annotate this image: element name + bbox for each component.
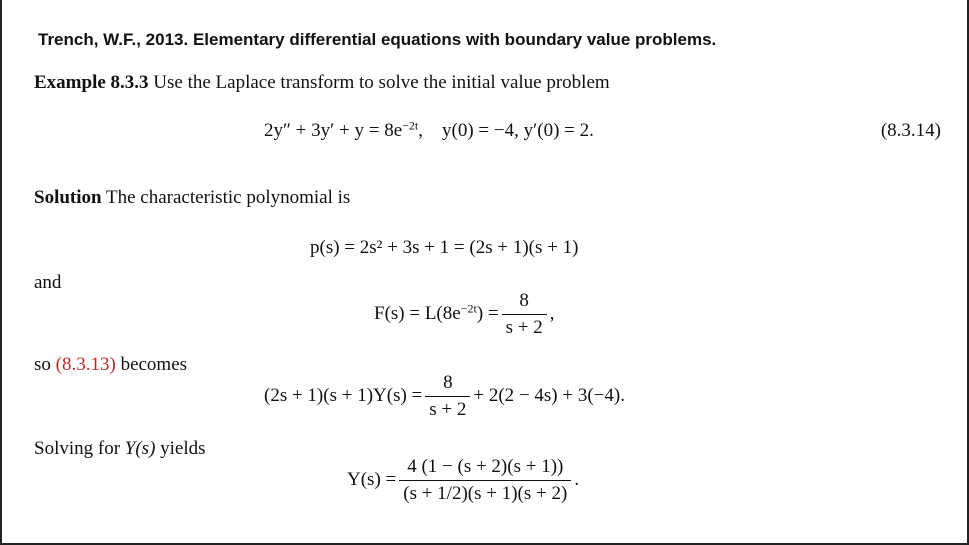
reference-link-8-3-13[interactable]: (8.3.13) [55, 354, 116, 375]
F-lhs: F(s) = L(8e [374, 302, 461, 324]
F-numerator: 8 [519, 290, 529, 311]
text-Ys: Y(s) [124, 438, 156, 459]
F-mid: ) = [476, 302, 499, 324]
transformed-fraction [425, 372, 470, 421]
example-statement [34, 72, 610, 94]
text-yields: yields [160, 438, 206, 459]
F-fraction [502, 290, 547, 339]
F-denominator: s + 2 [502, 314, 547, 339]
laplace-F-equation [374, 290, 554, 339]
F-exponent: −2t [460, 301, 477, 316]
Y-denominator: (s + 1/2)(s + 1)(s + 2) [399, 480, 571, 505]
so-becomes-line [34, 354, 187, 376]
example-text: Use the Laplace transform to solve the initial value problem [153, 72, 610, 93]
Y-numerator: 4 (1 − (s + 2)(s + 1)) [407, 456, 564, 477]
ivp-comma: , [418, 120, 424, 141]
Y-end: . [574, 468, 580, 490]
equation-number: (8.3.14) [880, 120, 941, 141]
transformed-rhs: + 2(2 − 4s) + 3(−4). [473, 384, 625, 406]
Y-lhs: Y(s) = [347, 468, 397, 490]
example-label: Example 8.3.3 [34, 72, 149, 93]
text-and: and [34, 272, 62, 293]
text-solving: Solving for [34, 438, 121, 459]
text-becomes: becomes [120, 354, 188, 375]
ivp-equation [264, 120, 594, 142]
solving-line [34, 438, 206, 460]
solution-text: The characteristic polynomial is [106, 187, 351, 208]
solution-statement [34, 187, 350, 209]
text-so: so [34, 354, 51, 375]
Y-solution-equation [347, 456, 579, 505]
solution-label: Solution [34, 187, 102, 208]
transformed-equation [264, 372, 625, 421]
ivp-initial-conditions: y(0) = −4, y′(0) = 2. [442, 120, 594, 141]
citation-header: Trench, W.F., 2013. Elementary differential equations with boundary value problems. [38, 30, 717, 49]
characteristic-polynomial: p(s) = 2s² + 3s + 1 = (2s + 1)(s + 1) [310, 237, 579, 258]
F-end: , [549, 302, 555, 324]
Y-fraction [399, 456, 571, 505]
ivp-main: 2y″ + 3y′ + y = 8e [264, 120, 403, 141]
ivp-exponent: −2t [402, 118, 419, 133]
transformed-lhs: (2s + 1)(s + 1)Y(s) = [264, 384, 423, 406]
transformed-numerator: 8 [443, 372, 453, 393]
transformed-denominator: s + 2 [425, 396, 470, 421]
